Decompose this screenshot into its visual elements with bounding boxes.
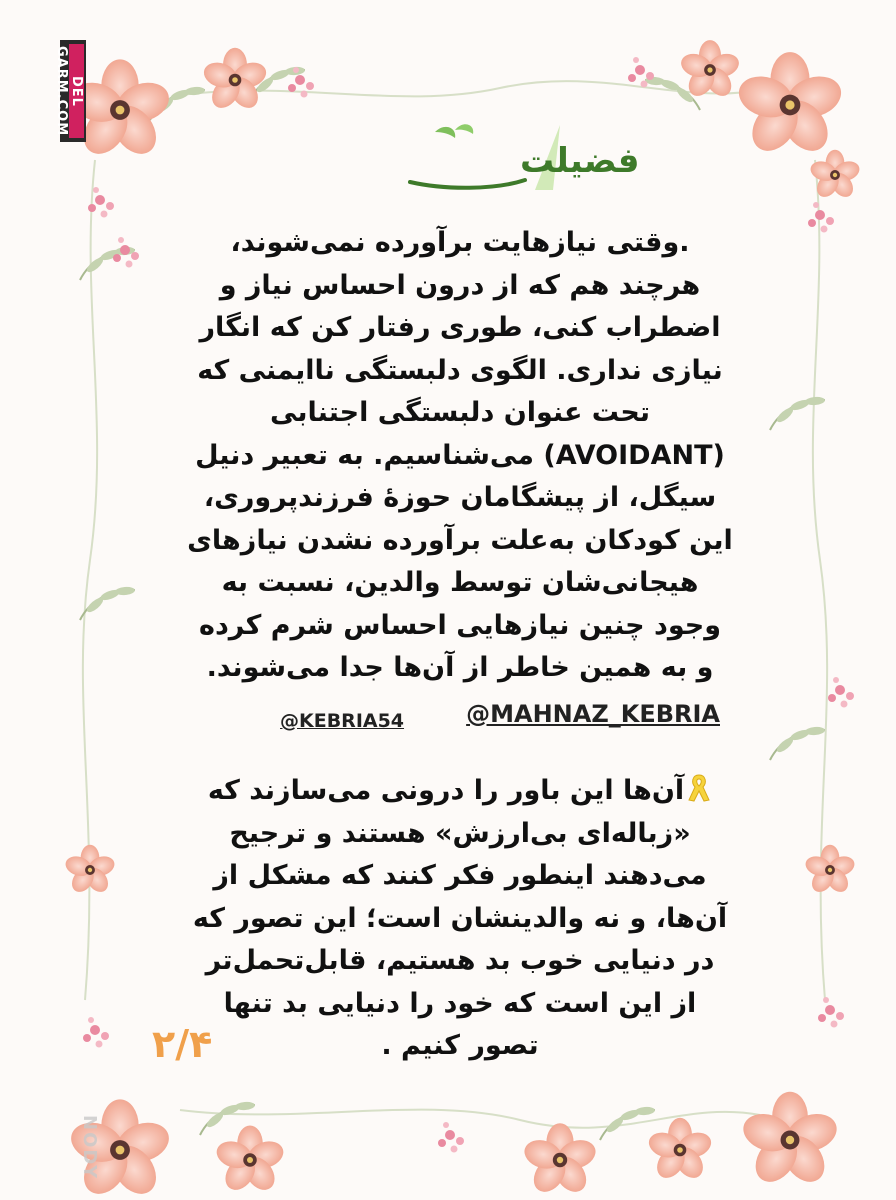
text-line: از این است که خود را دنیایی بد تنها — [223, 987, 697, 1019]
logo-text: فضیلت — [520, 141, 640, 181]
handle-mahnaz-kebria[interactable]: @MAHNAZ_KEBRIA — [466, 700, 720, 728]
text-line-with-ribbon — [180, 770, 740, 813]
text-line: آن‌ها، و نه والدینشان است؛ این تصور که — [192, 902, 728, 934]
text-line: نیازی نداری. الگوی دلبستگی ناایمنی که — [197, 354, 723, 386]
text-line: می‌دهند اینطور فکر کنند که مشکل از — [213, 860, 707, 891]
paragraph-internalized-belief — [180, 770, 740, 1068]
site-watermark — [54, 40, 86, 142]
text-line: وجود چنین نیازهایی احساس شرم کرده — [199, 609, 721, 641]
text-line: اضطراب کنی، طوری رفتار کن که انگار — [199, 312, 721, 343]
social-handles — [250, 700, 720, 740]
text-line: و به همین خاطر از آن‌ها جدا می‌شوند. — [206, 652, 714, 683]
text-line: هیجانی‌شان توسط والدین، نسبت به — [221, 567, 699, 598]
text-line: هرچند هم که از درون احساس نیاز و — [219, 269, 701, 301]
bottom-watermark: NODY — [79, 1115, 100, 1181]
text-line: آن‌ها این باور را درونی می‌سازند که — [207, 775, 685, 806]
page-number: ۲/۴ — [152, 1022, 213, 1066]
yellow-ribbon-icon — [686, 773, 712, 803]
handle-kebria54[interactable]: @KEBRIA54 — [280, 710, 405, 732]
watermark-garm: GARM.COM — [54, 46, 69, 137]
text-line: .وقتی نیازهایت برآورده نمی‌شوند، — [230, 227, 690, 258]
text-line: این کودکان به‌علت برآورده نشدن نیازهای — [187, 524, 733, 556]
text-line: در دنیایی خوب بد هستیم، قابل‌تحمل‌تر — [205, 945, 715, 976]
text-line: «زباله‌ای بی‌ارزش» هستند و ترجیح — [229, 817, 691, 849]
fazilat-logo — [395, 120, 640, 200]
text-line: سیگل، از پیشگامان حوزهٔ فرزندپروری، — [203, 482, 717, 513]
text-line: تصور کنیم . — [381, 1030, 539, 1061]
text-line: تحت عنوان دلبستگی اجتنابی — [270, 397, 650, 428]
paragraph-avoidant-attachment — [180, 222, 740, 690]
watermark-del: DEL — [69, 44, 84, 138]
text-line: (AVOIDANT) می‌شناسیم. به تعبیر دنیل — [195, 439, 725, 471]
